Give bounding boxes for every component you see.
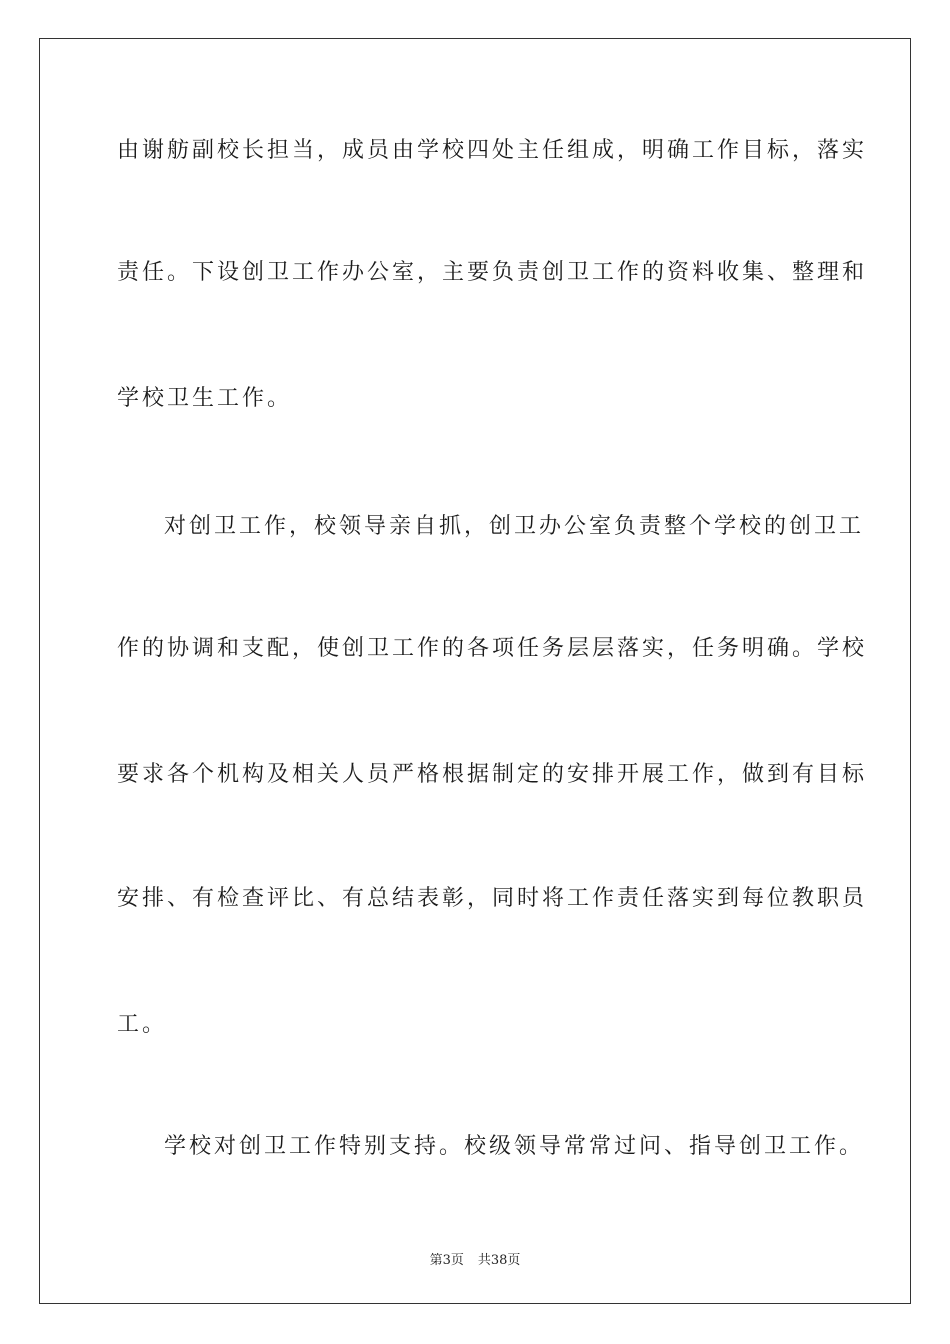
paragraph-line: 作的协调和支配，使创卫工作的各项任务层层落实，任务明确。学校 — [117, 636, 868, 661]
page-footer — [0, 1249, 950, 1268]
page-border — [39, 38, 911, 1304]
paragraph-line: 安排、有检查评比、有总结表彰，同时将工作责任落实到每位教职员 — [117, 886, 868, 911]
paragraph-line: 工。 — [117, 1012, 168, 1037]
paragraph-line: 学校对创卫工作特别支持。校级领导常常过问、指导创卫工作。 — [164, 1134, 865, 1159]
page-number: 第3页 — [429, 1253, 464, 1268]
page-total: 共38页 — [477, 1253, 521, 1268]
paragraph-line: 由谢舫副校长担当，成员由学校四处主任组成，明确工作目标，落实 — [117, 138, 868, 163]
paragraph-line: 学校卫生工作。 — [117, 386, 293, 411]
paragraph-line: 责任。下设创卫工作办公室，主要负责创卫工作的资料收集、整理和 — [117, 260, 868, 285]
paragraph-line: 对创卫工作，校领导亲自抓，创卫办公室负责整个学校的创卫工 — [164, 514, 865, 539]
paragraph-line: 要求各个机构及相关人员严格根据制定的安排开展工作，做到有目标 — [117, 762, 868, 787]
